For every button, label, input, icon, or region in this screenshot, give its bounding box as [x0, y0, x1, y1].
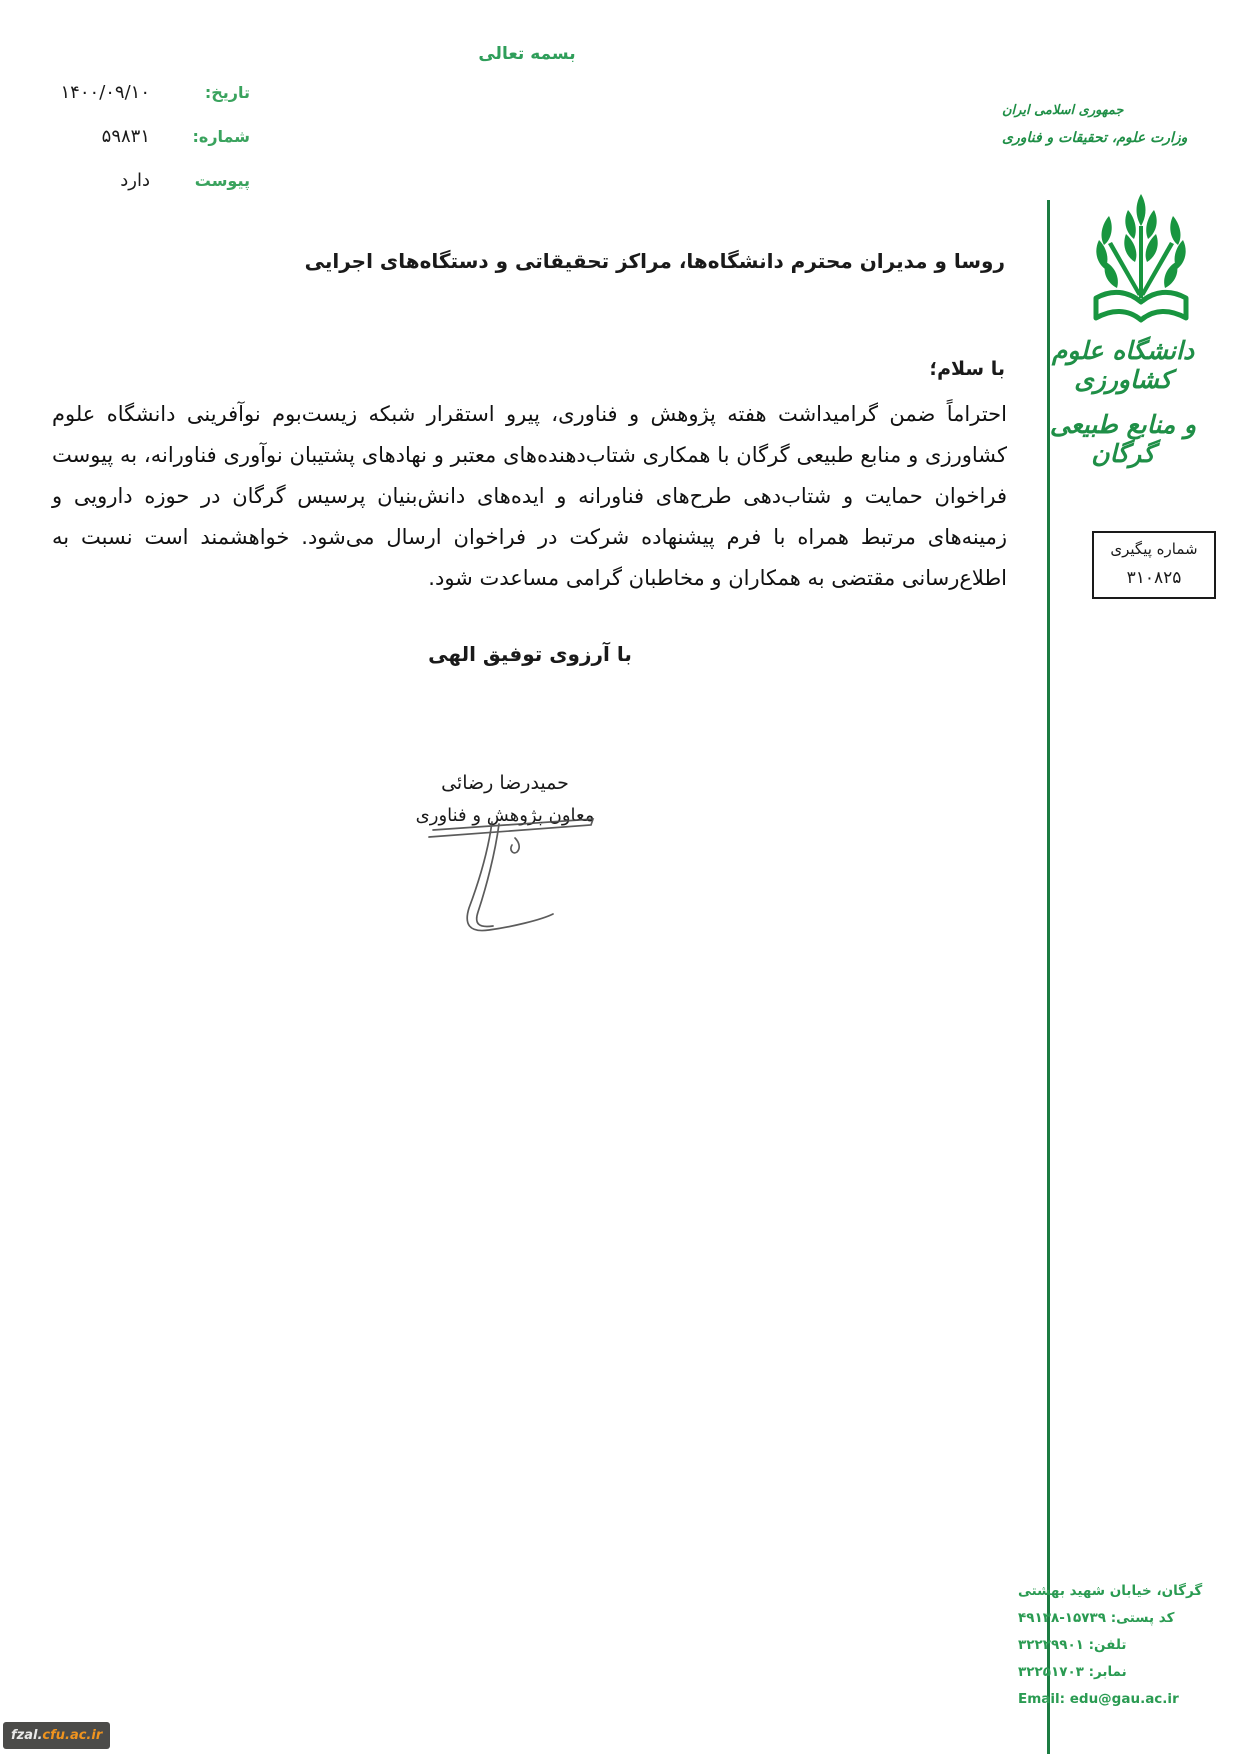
meta-row-attachment	[50, 170, 250, 214]
date-value: ۱۴۰۰/۰۹/۱۰	[60, 82, 150, 103]
contact-email: Email: edu@gau.ac.ir	[1018, 1691, 1179, 1707]
contact-phone: تلفن: ۳۲۲۲۹۹۰۱	[1018, 1637, 1127, 1653]
contact-fax: نمابر: ۳۲۲۵۱۷۰۳	[1018, 1664, 1127, 1680]
contact-address: گرگان، خیابان شهید بهشتی	[1018, 1583, 1203, 1599]
closing-phrase: با آرزوی توفیق الهی	[428, 642, 632, 666]
attachment-value: دارد	[120, 170, 150, 191]
letter-body-paragraph: احتراماً ضمن گرامیداشت هفته پژوهش و فناوری، پیرو استقرار شبکه زیست‌بوم نوآفرینی دانشگاه علوم کشاورزی و منابع طبیعی گرگان با همکاری شتاب‌دهنده‌های معتبر و نهادهای پشتیبان نوآوری فناورانه، به پیوست فراخوان حمایت و شتاب‌دهی طرح‌های فناورانه و ایده‌های دانش‌بنیان پرسیس گرگان در حوزه دارویی و زمینه‌های مرتبط همراه با فرم پیشنهاده شرکت در فراخوان ارسال می‌شود. خواهشمند است نسبت به اطلاع‌رسانی مقتضی به همکاران و مخاطبان گرامی مساعدت شود.	[52, 402, 1007, 590]
signer-name: حمیدرضا رضائی	[441, 772, 569, 794]
university-name-line2: و منابع طبیعی گرگان	[1049, 410, 1197, 468]
tracking-number: ۳۱۰۸۲۵	[1126, 568, 1182, 588]
contact-postal-line	[1018, 1605, 1228, 1632]
salutation: با سلام؛	[929, 358, 1005, 380]
government-line1: جمهوری اسلامی ایران	[1002, 103, 1124, 118]
government-header	[1002, 103, 1232, 146]
meta-row-number	[50, 126, 250, 170]
recipient-line: روسا و مدیران محترم دانشگاه‌ها، مراکز تحقیقاتی و دستگاه‌های اجرایی	[304, 249, 1005, 273]
university-emblem-icon	[1078, 186, 1204, 336]
date-label: تاریخ:	[204, 83, 250, 102]
postal-value: ۴۹۱۳۸-۱۵۷۳۹	[1018, 1610, 1107, 1626]
number-value: ۵۹۸۳۱	[101, 126, 150, 147]
contact-info	[1018, 1578, 1228, 1713]
watermark-suffix: cfu.ac.ir	[42, 1728, 103, 1743]
meta-row-date	[50, 82, 250, 126]
tracking-label: شماره پیگیری	[1110, 540, 1198, 558]
signer-title: معاون پژوهش و فناوری	[415, 805, 595, 826]
government-line2: وزارت علوم، تحقیقات و فناوری	[1002, 130, 1188, 146]
watermark-prefix: fzal.	[11, 1728, 43, 1743]
number-label: شماره:	[192, 127, 250, 146]
sidebar-divider-line	[1047, 200, 1050, 1754]
site-watermark	[3, 1722, 110, 1749]
university-name-line1: دانشگاه علوم کشاورزی	[1051, 336, 1195, 394]
tracking-number-box	[1092, 531, 1216, 599]
attachment-label: پیوست	[194, 171, 250, 190]
letter-meta	[50, 82, 250, 214]
postal-label: کد پستی:	[1110, 1610, 1175, 1626]
handwritten-signature-icon	[395, 786, 625, 946]
bismillah-heading: بسمه تعالی	[478, 44, 576, 64]
